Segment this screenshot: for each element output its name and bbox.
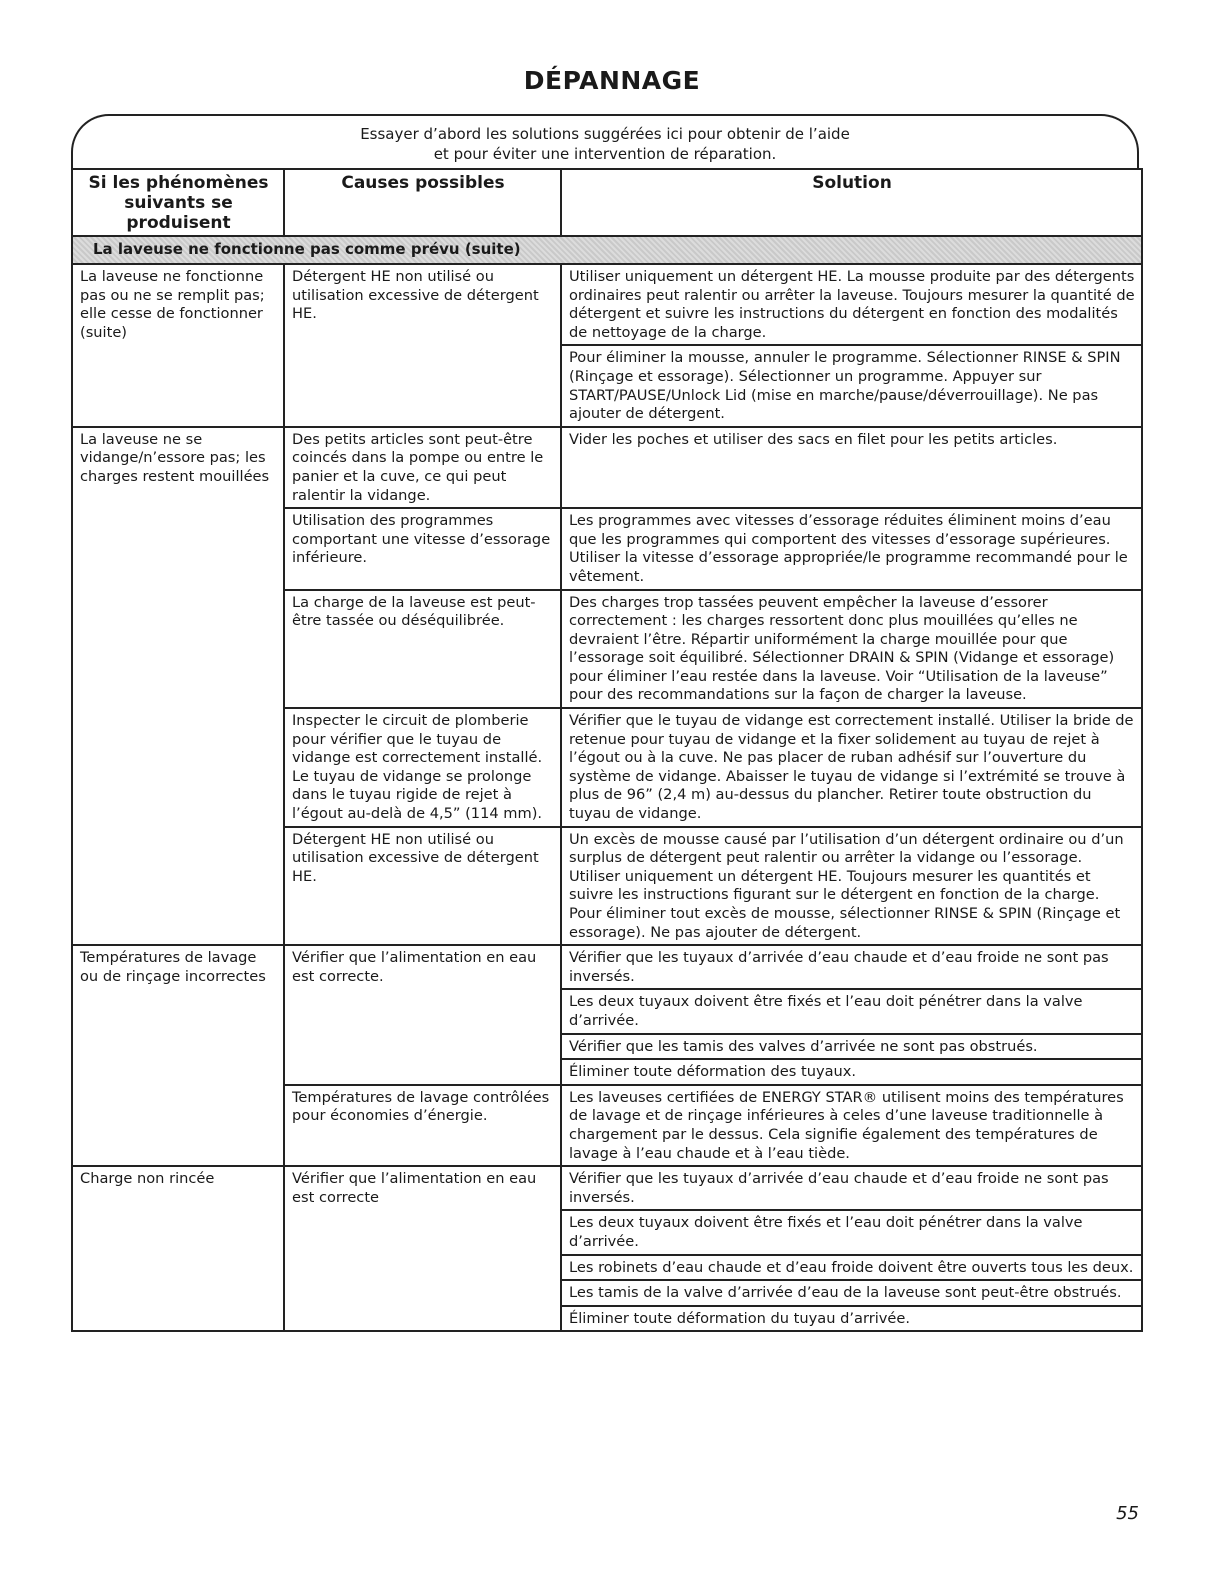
solution-cell: Vérifier que les tuyaux d’arrivée d’eau chaude et d’eau froide ne sont pas inversés.	[561, 945, 1142, 989]
table-row	[72, 427, 1142, 508]
header-causes: Causes possibles	[284, 169, 561, 236]
solution-cell: Les laveuses certifiées de ENERGY STAR® utilisent moins des températures de lavage et de rinçage inférieures à celes d’une laveuse traditionnelle à chargement par le dessus. Cela signifie également des températures de lavage à l’eau chaude et à l’eau tiède.	[561, 1085, 1142, 1166]
cause-cell: Vérifier que l’alimentation en eau est correcte	[284, 1166, 561, 1331]
solution-cell: Vérifier que les tuyaux d’arrivée d’eau chaude et d’eau froide ne sont pas inversés.	[561, 1166, 1142, 1210]
cause-cell: Détergent HE non utilisé ou utilisation excessive de détergent HE.	[284, 827, 561, 946]
troubleshooting-table	[71, 168, 1143, 1332]
cause-cell: Températures de lavage contrôlées pour économies d’énergie.	[284, 1085, 561, 1166]
solution-cell: Des charges trop tassées peuvent empêcher la laveuse d’essorer correctement : les charges ressortent donc plus mouillées qu’elles ne devraient l’être. Répartir uniformément la charge mouillée pour que l’essorage soit équilibré. Sélectionner DRAIN & SPIN (Vidange et essorage) pour éliminer l’eau restée dans la laveuse. Voir “Utilisation de la laveuse” pour des recommandations sur la façon de charger la laveuse.	[561, 590, 1142, 709]
solution-cell: Les deux tuyaux doivent être fixés et l’eau doit pénétrer dans la valve d’arrivée.	[561, 989, 1142, 1033]
header-solution: Solution	[561, 169, 1142, 236]
intro-line-2: et pour éviter une intervention de réparation.	[433, 145, 777, 163]
solution-cell: Un excès de mousse causé par l’utilisation d’un détergent ordinaire ou d’un surplus de détergent peut ralentir ou arrêter la vidange ou l’essorage. Utiliser uniquement un détergent HE. Toujours mesurer les quantités et suivre les instructions figurant sur le détergent en fonction de la charge. Pour éliminer tout excès de mousse, sélectionner RINSE & SPIN (Rinçage et essorage). Ne pas ajouter de détergent.	[561, 827, 1142, 946]
symptom-cell: Charge non rincée	[72, 1166, 284, 1331]
section-row	[72, 236, 1142, 264]
solution-cell: Les programmes avec vitesses d’essorage réduites éliminent moins d’eau que les programmes qui comportent des vitesses d’essorage supérieures. Utiliser la vitesse d’essorage appropriée/le programme recommandé pour le vêtement.	[561, 508, 1142, 589]
solution-cell: Pour éliminer la mousse, annuler le programme. Sélectionner RINSE & SPIN (Rinçage et essorage). Sélectionner un programme. Appuyer sur START/PAUSE/Unlock Lid (mise en marche/pause/déverrouillage). Ne pas ajouter de détergent.	[561, 345, 1142, 426]
symptom-cell: La laveuse ne se vidange/n’essore pas; les charges restent mouillées	[72, 427, 284, 945]
intro-line-1: Essayer d’abord les solutions suggérées ici pour obtenir de l’aide	[360, 125, 850, 143]
cause-cell: Des petits articles sont peut-être coincés dans la pompe ou entre le panier et la cuve, ce qui peut ralentir la vidange.	[284, 427, 561, 508]
intro-box	[71, 114, 1139, 168]
cause-cell: Détergent HE non utilisé ou utilisation excessive de détergent HE.	[284, 264, 561, 427]
solution-cell: Éliminer toute déformation des tuyaux.	[561, 1059, 1142, 1085]
header-symptom: Si les phénomènes suivants se produisent	[72, 169, 284, 236]
page-title: DÉPANNAGE	[523, 66, 701, 95]
cause-cell: Vérifier que l’alimentation en eau est correcte.	[284, 945, 561, 1085]
cause-cell: Utilisation des programmes comportant une vitesse d’essorage inférieure.	[284, 508, 561, 589]
symptom-cell: La laveuse ne fonctionne pas ou ne se remplit pas; elle cesse de fonctionner (suite)	[72, 264, 284, 427]
solution-cell: Les tamis de la valve d’arrivée d’eau de la laveuse sont peut-être obstrués.	[561, 1280, 1142, 1306]
cause-cell: La charge de la laveuse est peut-être tassée ou déséquilibrée.	[284, 590, 561, 709]
solution-cell: Vider les poches et utiliser des sacs en filet pour les petits articles.	[561, 427, 1142, 508]
symptom-cell: Températures de lavage ou de rinçage incorrectes	[72, 945, 284, 1166]
table-row	[72, 1166, 1142, 1210]
page-number: 55	[1116, 1503, 1139, 1524]
table-header-row	[72, 169, 1142, 236]
solution-cell: Vérifier que les tamis des valves d’arrivée ne sont pas obstrués.	[561, 1034, 1142, 1060]
solution-cell: Les robinets d’eau chaude et d’eau froide doivent être ouverts tous les deux.	[561, 1255, 1142, 1281]
solution-cell: Vérifier que le tuyau de vidange est correctement installé. Utiliser la bride de retenue pour tuyau de vidange et la fixer solidement au tuyau de rejet à l’égout ou à la cuve. Ne pas placer de ruban adhésif sur l’ouverture du système de vidange. Abaisser le tuyau de vidange si l’extrémité se trouve à plus de 96” (2,4 m) au-dessus du plancher. Retirer toute obstruction du tuyau de vidange.	[561, 708, 1142, 827]
solution-cell: Utiliser uniquement un détergent HE. La mousse produite par des détergents ordinaires peut ralentir ou arrêter la laveuse. Toujours mesurer la quantité de détergent et suivre les instructions du détergent en fonction des modalités de nettoyage de la charge.	[561, 264, 1142, 345]
section-title: La laveuse ne fonctionne pas comme prévu (suite)	[72, 236, 1142, 264]
solution-cell: Les deux tuyaux doivent être fixés et l’eau doit pénétrer dans la valve d’arrivée.	[561, 1210, 1142, 1254]
solution-cell: Éliminer toute déformation du tuyau d’arrivée.	[561, 1306, 1142, 1332]
cause-cell: Inspecter le circuit de plomberie pour vérifier que le tuyau de vidange est correctement installé. Le tuyau de vidange se prolonge dans le tuyau rigide de rejet à l’égout au-delà de 4,5” (114 mm).	[284, 708, 561, 827]
troubleshooting-frame	[71, 114, 1141, 1443]
table-row	[72, 264, 1142, 345]
table-row	[72, 945, 1142, 989]
